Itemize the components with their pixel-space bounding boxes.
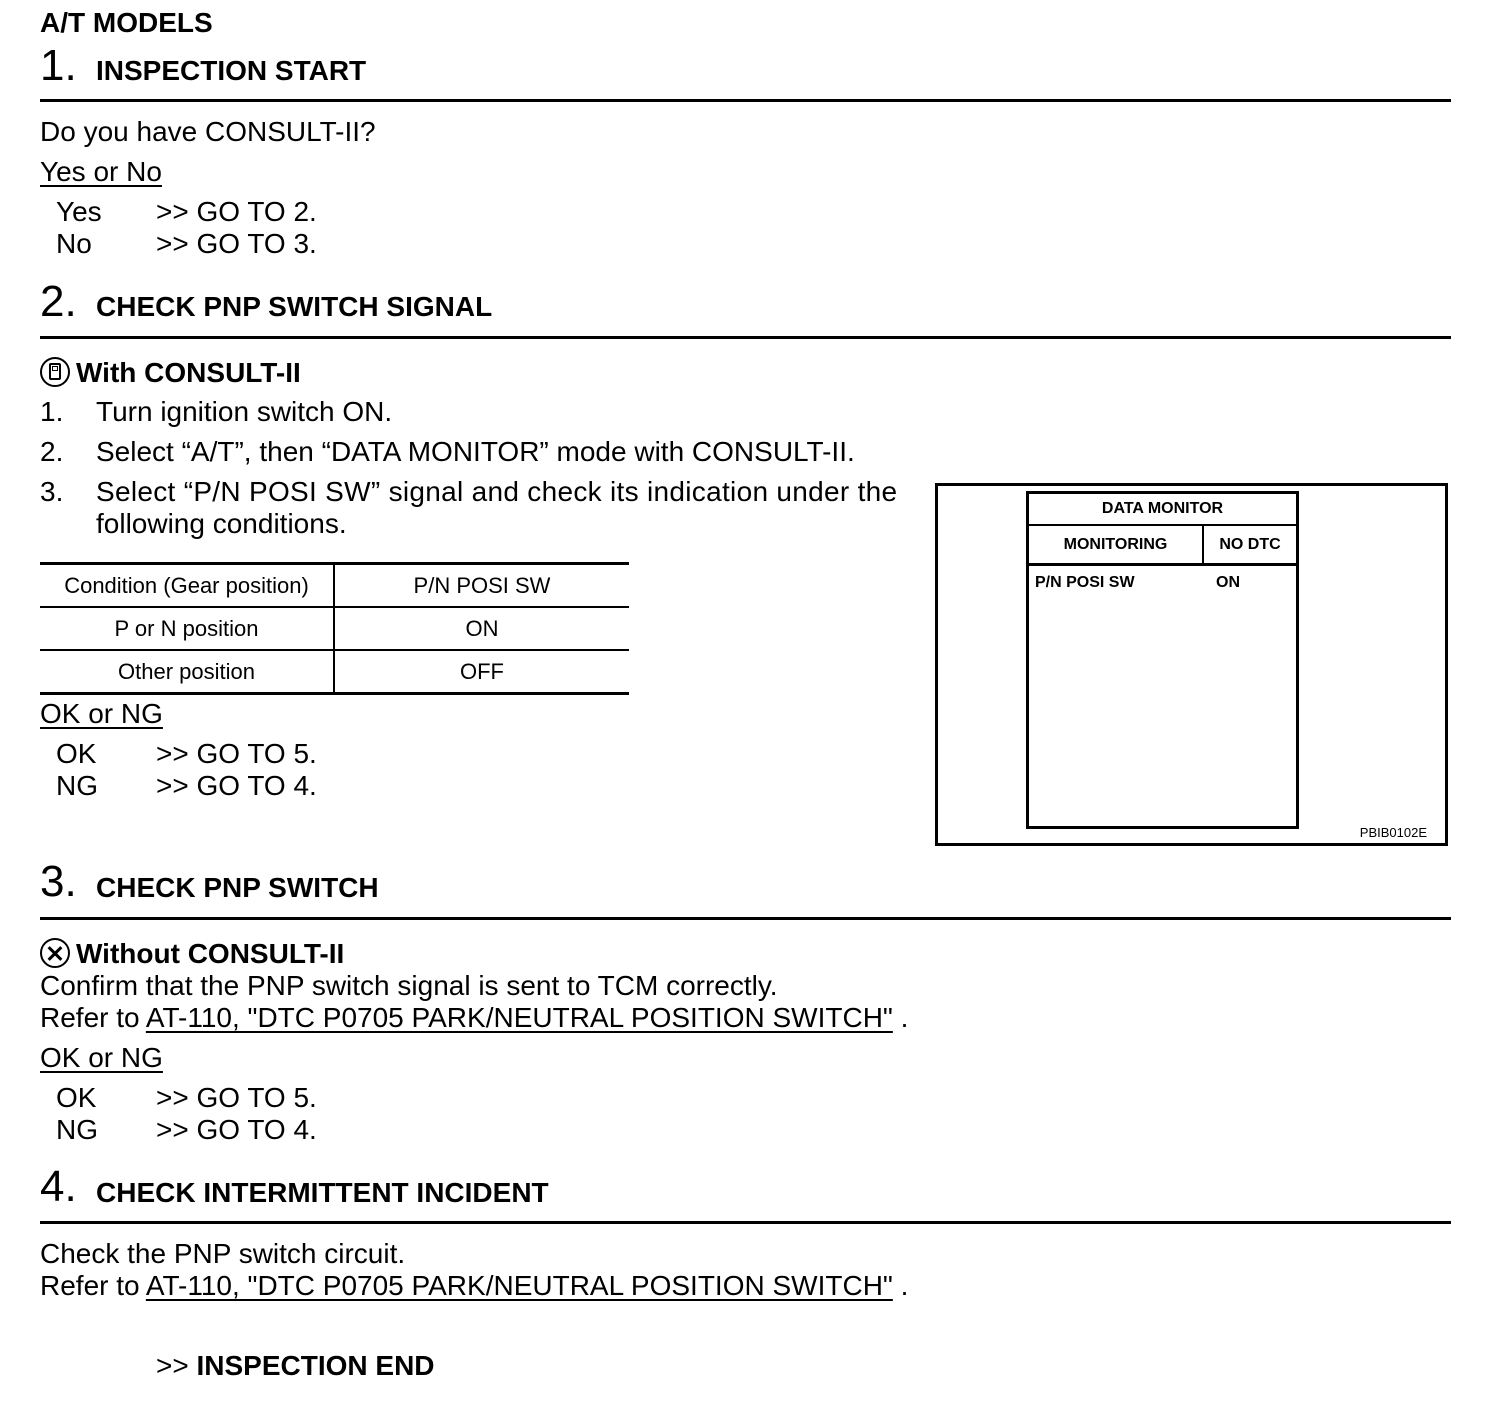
instruction-3-text-line1: Select “P/N POSI SW” signal and check its indication under the <box>96 476 898 507</box>
step-2-answer-ng: NG <box>56 770 98 801</box>
data-monitor-subheader <box>1029 526 1296 566</box>
instruction-2-text: Select “A/T”, then “DATA MONITOR” mode with CONSULT-II. <box>96 436 855 467</box>
with-consult-heading <box>40 357 301 389</box>
monitoring-label: MONITORING <box>1029 526 1204 563</box>
step-1-goto-2-link[interactable]: >> GO TO 2. <box>156 196 317 227</box>
refer-suffix: . <box>892 1270 909 1301</box>
without-consult-label: Without CONSULT-II <box>76 938 345 969</box>
refer-prefix: Refer to <box>40 1002 146 1033</box>
row-1-condition: P or N position <box>40 607 334 650</box>
page-title: A/T MODELS <box>40 7 213 38</box>
step-3-answer-ok: OK <box>56 1082 97 1113</box>
instruction-3-number: 3. <box>40 476 64 507</box>
step-2-answer-ok: OK <box>56 738 97 769</box>
step-1-answer-yes: Yes <box>56 196 102 227</box>
step-3-divider <box>40 917 1451 920</box>
header-condition: Condition (Gear position) <box>40 564 334 608</box>
step-4-title: CHECK INTERMITTENT INCIDENT <box>96 1177 549 1208</box>
dtc-p0705-link[interactable]: AT-110, "DTC P0705 PARK/NEUTRAL POSITION SWITCH" <box>145 1002 893 1033</box>
header-pn-posi-sw: P/N POSI SW <box>334 564 629 608</box>
data-monitor-screen <box>1026 491 1299 829</box>
row-1-value: ON <box>334 607 629 650</box>
step-1-number: 1. <box>40 41 77 90</box>
step-1-answer-no: No <box>56 228 92 259</box>
step-1-divider <box>40 99 1451 102</box>
step-4-divider <box>40 1221 1451 1224</box>
step-3-title: CHECK PNP SWITCH <box>96 872 379 903</box>
step-1-choice-label: Yes or No <box>40 156 162 187</box>
condition-table-header <box>40 564 629 608</box>
step-4-refer <box>40 1270 908 1302</box>
condition-table <box>40 562 629 695</box>
instruction-3-text-line2: following conditions. <box>96 508 347 539</box>
refer-suffix: . <box>892 1002 909 1033</box>
step-3-text: Confirm that the PNP switch signal is sent to TCM correctly. <box>40 970 778 1001</box>
instruction-1-number: 1. <box>40 396 64 427</box>
table-row <box>40 650 629 694</box>
monitor-item-value: ON <box>1216 574 1240 591</box>
step-3-choice-label: OK or NG <box>40 1042 163 1073</box>
with-consult-label: With CONSULT-II <box>76 357 301 388</box>
data-monitor-header: DATA MONITOR <box>1029 494 1296 526</box>
step-2-goto-4-link[interactable]: >> GO TO 4. <box>156 770 317 801</box>
step-2-number: 2. <box>40 277 77 326</box>
monitor-item-name: P/N POSI SW <box>1035 574 1135 591</box>
table-row <box>40 607 629 650</box>
row-2-value: OFF <box>334 650 629 694</box>
refer-prefix: Refer to <box>40 1270 146 1301</box>
step-4-text: Check the PNP switch circuit. <box>40 1238 406 1269</box>
no-dtc-label: NO DTC <box>1219 536 1281 553</box>
instruction-2-number: 2. <box>40 436 64 467</box>
step-3-answer-ng: NG <box>56 1114 98 1145</box>
step-2-divider <box>40 336 1451 339</box>
step-1-question: Do you have CONSULT-II? <box>40 116 376 147</box>
no-consult-icon <box>40 938 70 968</box>
step-3-goto-5-link[interactable]: >> GO TO 5. <box>156 1082 317 1113</box>
without-consult-heading <box>40 938 344 970</box>
step-2-goto-5-link[interactable]: >> GO TO 5. <box>156 738 317 769</box>
step-1-title: INSPECTION START <box>96 55 367 86</box>
end-arrow: >> <box>156 1350 189 1381</box>
consult-ii-icon <box>40 357 70 387</box>
step-1-goto-3-link[interactable]: >> GO TO 3. <box>156 228 317 259</box>
inspection-end <box>156 1350 435 1382</box>
step-2-title: CHECK PNP SWITCH SIGNAL <box>96 291 493 322</box>
step-4-number: 4. <box>40 1162 77 1211</box>
step-3-goto-4-link[interactable]: >> GO TO 4. <box>156 1114 317 1145</box>
instruction-1-text: Turn ignition switch ON. <box>96 396 393 427</box>
data-monitor-figure <box>935 483 1448 846</box>
step-2-choice-label: OK or NG <box>40 698 163 729</box>
figure-id: PBIB0102E <box>1359 825 1427 840</box>
inspection-end-label: INSPECTION END <box>196 1350 435 1381</box>
step-3-refer <box>40 1002 908 1034</box>
dtc-p0705-link[interactable]: AT-110, "DTC P0705 PARK/NEUTRAL POSITION SWITCH" <box>145 1270 893 1301</box>
row-2-condition: Other position <box>40 650 334 694</box>
step-3-number: 3. <box>40 857 77 906</box>
